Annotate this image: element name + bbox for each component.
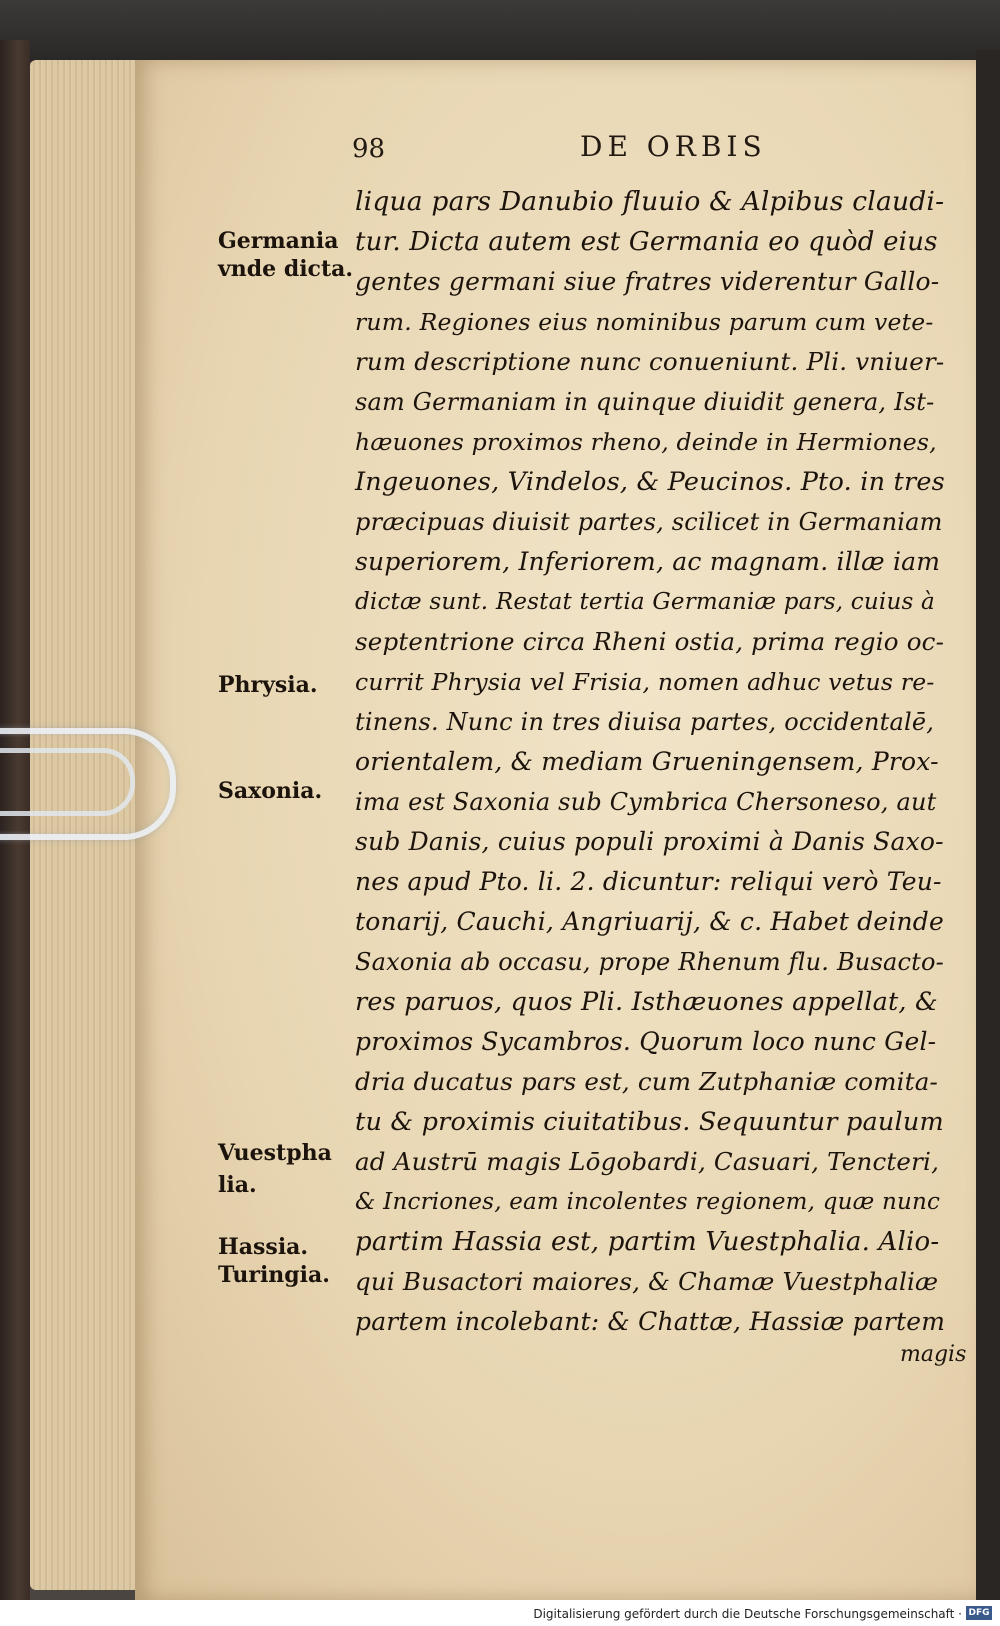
margin-note-germania: Germania — [218, 228, 339, 254]
margin-note-lia: lia. — [218, 1172, 257, 1198]
text-line: tu & proximis ciuitatibus. Sequuntur paulum — [355, 1107, 944, 1137]
text-line: partem incolebant: & Chattæ, Hassiæ partem — [355, 1307, 946, 1336]
text-line: currit Phrysia vel Frisia, nomen adhuc vetus re- — [355, 668, 935, 696]
text-line: hæuones proximos rheno, deinde in Hermiones, — [355, 428, 937, 456]
text-line: præcipuas diuisit partes, scilicet in Germaniam — [355, 508, 943, 536]
text-line: res paruos, quos Pli. Isthæuones appellat, & — [355, 987, 938, 1017]
text-line: gentes germani siue fratres viderentur Gallo- — [355, 267, 940, 296]
text-line: septentrione circa Rheni ostia, prima regio oc- — [355, 627, 945, 656]
text-line: sub Danis, cuius populi proximi à Danis Saxo- — [355, 827, 944, 856]
text-line: sam Germaniam in quinque diuidit genera, Ist- — [355, 388, 935, 416]
text-line: dictæ sunt. Restat tertia Germaniæ pars, cuius à — [355, 589, 935, 615]
text-line: & Incriones, eam incolentes regionem, quæ nunc — [355, 1189, 941, 1215]
margin-note-saxonia: Saxonia. — [218, 778, 323, 804]
text-line: proximos Sycambros. Quorum loco nunc Gel- — [355, 1027, 937, 1056]
text-line: tur. Dicta autem est Germania eo quòd eius — [355, 227, 938, 257]
text-line: tinens. Nunc in tres diuisa partes, occidentalē, — [355, 708, 935, 736]
page-header — [0, 124, 1000, 172]
book-cover-right — [976, 50, 1000, 1610]
margin-note-hassia: Hassia. — [218, 1234, 309, 1260]
text-line: ima est Saxonia sub Cymbrica Chersoneso, aut — [355, 788, 937, 816]
running-title: DE ORBIS — [580, 130, 767, 163]
text-line: Ingeuones, Vindelos, & Peucinos. Pto. in tres — [355, 467, 945, 497]
text-line: nes apud Pto. li. 2. dicuntur: reliqui verò Teu- — [355, 867, 942, 896]
text-line: dria ducatus pars est, cum Zutphaniæ comita- — [355, 1067, 938, 1096]
text-line: ad Austrū magis Lōgobardi, Casuari, Tencteri, — [355, 1147, 940, 1176]
book-cover-top — [0, 0, 1000, 62]
margin-note-vuestpha: Vuestpha — [218, 1140, 332, 1166]
bookmark-clip-inner — [0, 748, 135, 816]
text-line: tonarij, Cauchi, Angriuarij, & c. Habet deinde — [355, 907, 945, 936]
page-number: 98 — [352, 134, 386, 164]
text-line: qui Busactori maiores, & Chamæ Vuestphaliæ — [355, 1267, 939, 1296]
margin-note-vnde-dicta: vnde dicta. — [218, 256, 354, 282]
text-line: Saxonia ab occasu, prope Rhenum flu. Busacto- — [355, 948, 944, 976]
text-line: rum descriptione nunc conueniunt. Pli. vniuer- — [355, 347, 945, 376]
text-line: partim Hassia est, partim Vuestphalia. Alio- — [355, 1227, 940, 1257]
text-line: superiorem, Inferiorem, ac magnam. illæ iam — [355, 547, 941, 576]
margin-note-phrysia: Phrysia. — [218, 672, 318, 698]
text-line: rum. Regiones eius nominibus parum cum vete- — [355, 308, 934, 336]
footer-credit: Digitalisierung gefördert durch die Deutsche Forschungsgemeinschaft · — [533, 1607, 962, 1621]
text-line: orientalem, & mediam Grueningensem, Prox- — [355, 747, 939, 776]
margin-note-turingia: Turingia. — [218, 1262, 330, 1288]
text-line: liqua pars Danubio fluuio & Alpibus claudi- — [355, 186, 945, 217]
dfg-logo-icon: DFG — [966, 1606, 992, 1620]
catchword: magis — [900, 1342, 967, 1367]
